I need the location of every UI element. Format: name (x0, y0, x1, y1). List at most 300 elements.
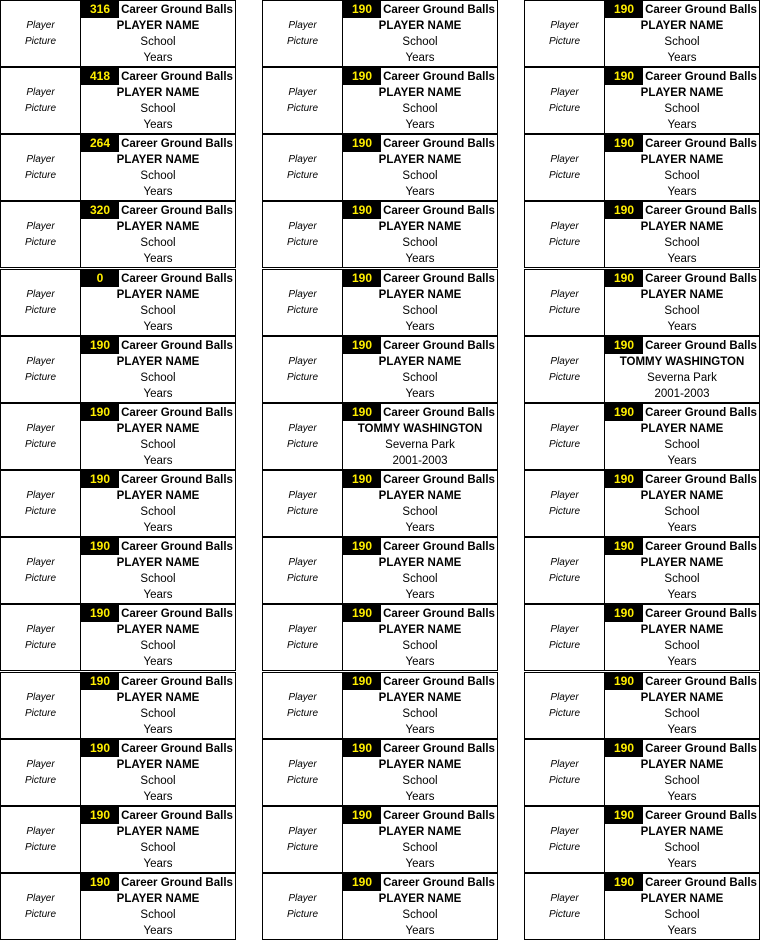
stat-row (81, 404, 235, 421)
player-card (524, 269, 760, 336)
player-school: School (664, 909, 700, 921)
player-years: Years (143, 52, 173, 64)
player-picture-placeholder (1, 202, 81, 267)
stat-row (343, 68, 497, 85)
player-school: School (402, 842, 438, 854)
stat-row (343, 807, 497, 824)
picture-label-bottom: Picture (548, 438, 581, 450)
ground-ball-count: 190 (605, 404, 643, 421)
picture-label-top: Player (288, 489, 317, 501)
stat-row (343, 270, 497, 287)
player-picture-placeholder (1, 673, 81, 738)
player-picture-placeholder (525, 605, 605, 670)
player-info (343, 404, 497, 469)
ground-ball-count: 190 (343, 673, 381, 690)
player-years: Years (143, 321, 173, 333)
player-years: Years (143, 119, 173, 131)
player-years: Years (405, 589, 435, 601)
player-years: Years (405, 119, 435, 131)
ground-ball-count: 190 (343, 471, 381, 488)
player-school: School (402, 103, 438, 115)
ground-ball-count: 190 (605, 135, 643, 152)
stat-row (605, 135, 759, 152)
player-years: Years (405, 656, 435, 668)
player-picture-placeholder (525, 538, 605, 603)
player-card (262, 537, 498, 604)
player-name: PLAYER NAME (116, 356, 200, 368)
player-school: School (402, 708, 438, 720)
picture-label-bottom: Picture (24, 102, 57, 114)
player-info (605, 538, 759, 603)
stat-label: Career Ground Balls (383, 742, 495, 755)
player-school: School (664, 640, 700, 652)
player-name: PLAYER NAME (116, 759, 200, 771)
stat-label: Career Ground Balls (645, 473, 757, 486)
card-column-3 (524, 0, 760, 943)
picture-label-top: Player (26, 556, 55, 568)
player-school: School (140, 573, 176, 585)
player-school: School (140, 170, 176, 182)
picture-label-top: Player (550, 220, 579, 232)
player-school: School (664, 506, 700, 518)
ground-ball-count: 190 (605, 202, 643, 219)
player-card (262, 0, 498, 67)
player-card (524, 739, 760, 806)
ground-ball-count: 190 (81, 337, 119, 354)
stat-label: Career Ground Balls (383, 70, 495, 83)
picture-label-bottom: Picture (286, 707, 319, 719)
ground-ball-count: 320 (81, 202, 119, 219)
player-card (262, 470, 498, 537)
player-info (81, 1, 235, 66)
player-name: PLAYER NAME (378, 490, 462, 502)
picture-label-top: Player (26, 623, 55, 635)
picture-label-bottom: Picture (548, 169, 581, 181)
player-info (343, 740, 497, 805)
player-card (0, 201, 236, 268)
player-name: PLAYER NAME (116, 20, 200, 32)
stat-row (605, 605, 759, 622)
stat-label: Career Ground Balls (383, 809, 495, 822)
player-picture-placeholder (263, 1, 343, 66)
picture-label-top: Player (26, 220, 55, 232)
stat-label: Career Ground Balls (383, 204, 495, 217)
stat-row (605, 471, 759, 488)
player-info (605, 605, 759, 670)
player-years: Years (405, 522, 435, 534)
player-school: School (402, 775, 438, 787)
ground-ball-count: 190 (81, 404, 119, 421)
player-name: PLAYER NAME (378, 87, 462, 99)
player-card (262, 873, 498, 940)
picture-label-bottom: Picture (24, 304, 57, 316)
player-years: Years (667, 455, 697, 467)
player-years: 2001-2003 (392, 455, 448, 467)
player-card (0, 134, 236, 201)
player-years: Years (405, 186, 435, 198)
stat-label: Career Ground Balls (645, 675, 757, 688)
stat-row (81, 807, 235, 824)
picture-label-bottom: Picture (286, 169, 319, 181)
player-card (262, 403, 498, 470)
player-info (81, 605, 235, 670)
player-school: School (664, 573, 700, 585)
ground-ball-count: 190 (605, 471, 643, 488)
player-years: Years (667, 119, 697, 131)
player-years: Years (143, 656, 173, 668)
player-info (81, 404, 235, 469)
picture-label-top: Player (26, 19, 55, 31)
ground-ball-count: 190 (343, 874, 381, 891)
player-years: Years (667, 253, 697, 265)
stat-label: Career Ground Balls (121, 473, 233, 486)
player-school: School (402, 36, 438, 48)
ground-ball-count: 190 (343, 135, 381, 152)
player-picture-placeholder (263, 135, 343, 200)
picture-label-top: Player (550, 153, 579, 165)
picture-label-top: Player (288, 19, 317, 31)
picture-label-top: Player (288, 758, 317, 770)
player-info (343, 337, 497, 402)
picture-label-bottom: Picture (286, 639, 319, 651)
stat-row (343, 538, 497, 555)
player-card (262, 739, 498, 806)
stat-row (605, 673, 759, 690)
stat-row (81, 673, 235, 690)
player-name: PLAYER NAME (378, 154, 462, 166)
stat-label: Career Ground Balls (121, 272, 233, 285)
player-name: PLAYER NAME (378, 624, 462, 636)
player-picture-placeholder (1, 1, 81, 66)
player-school: School (140, 640, 176, 652)
player-name: PLAYER NAME (640, 20, 724, 32)
player-card (262, 67, 498, 134)
stat-row (605, 1, 759, 18)
stat-row (605, 874, 759, 891)
picture-label-bottom: Picture (24, 639, 57, 651)
player-info (605, 202, 759, 267)
player-card (262, 672, 498, 739)
player-card (524, 806, 760, 873)
player-info (605, 1, 759, 66)
picture-label-top: Player (288, 691, 317, 703)
picture-label-bottom: Picture (24, 908, 57, 920)
player-card (0, 604, 236, 671)
player-info (605, 874, 759, 939)
player-school: School (402, 170, 438, 182)
player-card (262, 604, 498, 671)
stat-label: Career Ground Balls (383, 540, 495, 553)
picture-label-top: Player (550, 489, 579, 501)
player-years: Years (143, 388, 173, 400)
player-name: PLAYER NAME (640, 826, 724, 838)
player-name: PLAYER NAME (640, 692, 724, 704)
player-years: Years (667, 925, 697, 937)
player-school: School (140, 103, 176, 115)
player-name: PLAYER NAME (378, 759, 462, 771)
player-info (343, 673, 497, 738)
stat-label: Career Ground Balls (645, 876, 757, 889)
picture-label-top: Player (288, 422, 317, 434)
ground-ball-count: 190 (605, 270, 643, 287)
ground-ball-count: 190 (605, 538, 643, 555)
player-name: PLAYER NAME (640, 289, 724, 301)
stat-row (343, 202, 497, 219)
stat-row (343, 404, 497, 421)
player-name: PLAYER NAME (116, 692, 200, 704)
stat-label: Career Ground Balls (121, 809, 233, 822)
player-school: Severna Park (385, 439, 455, 451)
stat-row (343, 1, 497, 18)
stat-label: Career Ground Balls (645, 742, 757, 755)
picture-label-bottom: Picture (24, 438, 57, 450)
player-name: PLAYER NAME (116, 87, 200, 99)
player-school: School (140, 909, 176, 921)
stat-label: Career Ground Balls (121, 204, 233, 217)
stat-label: Career Ground Balls (645, 272, 757, 285)
player-picture-placeholder (525, 471, 605, 536)
player-info (81, 270, 235, 335)
ground-ball-count: 190 (81, 874, 119, 891)
player-picture-placeholder (525, 807, 605, 872)
ground-ball-count: 190 (605, 740, 643, 757)
player-name: PLAYER NAME (640, 624, 724, 636)
player-school: School (402, 640, 438, 652)
player-school: School (664, 103, 700, 115)
stat-row (343, 605, 497, 622)
player-years: Years (667, 656, 697, 668)
player-name: PLAYER NAME (116, 826, 200, 838)
player-picture-placeholder (1, 270, 81, 335)
player-school: School (140, 372, 176, 384)
player-school: Severna Park (647, 372, 717, 384)
player-years: Years (143, 791, 173, 803)
player-years: Years (143, 455, 173, 467)
stat-row (605, 740, 759, 757)
picture-label-bottom: Picture (24, 371, 57, 383)
stat-label: Career Ground Balls (645, 70, 757, 83)
player-school: School (664, 36, 700, 48)
player-name: PLAYER NAME (378, 826, 462, 838)
picture-label-bottom: Picture (548, 908, 581, 920)
player-school: School (140, 708, 176, 720)
picture-label-bottom: Picture (548, 371, 581, 383)
player-years: Years (143, 253, 173, 265)
player-info (81, 673, 235, 738)
picture-label-top: Player (26, 892, 55, 904)
picture-label-bottom: Picture (548, 505, 581, 517)
player-picture-placeholder (525, 1, 605, 66)
picture-label-top: Player (550, 691, 579, 703)
card-column-2 (262, 0, 498, 943)
player-info (605, 740, 759, 805)
player-card (0, 67, 236, 134)
stat-label: Career Ground Balls (645, 3, 757, 16)
player-picture-placeholder (525, 673, 605, 738)
player-info (605, 135, 759, 200)
player-picture-placeholder (1, 538, 81, 603)
player-picture-placeholder (525, 68, 605, 133)
player-school: School (140, 305, 176, 317)
player-info (81, 471, 235, 536)
picture-label-bottom: Picture (548, 102, 581, 114)
player-picture-placeholder (525, 874, 605, 939)
picture-label-bottom: Picture (548, 639, 581, 651)
player-info (343, 270, 497, 335)
stat-label: Career Ground Balls (383, 339, 495, 352)
player-years: Years (667, 791, 697, 803)
player-years: Years (143, 925, 173, 937)
picture-label-top: Player (26, 288, 55, 300)
player-picture-placeholder (1, 740, 81, 805)
player-info (81, 740, 235, 805)
stat-row (81, 538, 235, 555)
picture-label-top: Player (550, 758, 579, 770)
player-card (262, 806, 498, 873)
picture-label-top: Player (26, 825, 55, 837)
ground-ball-count: 316 (81, 1, 119, 18)
stat-label: Career Ground Balls (645, 607, 757, 620)
player-picture-placeholder (263, 874, 343, 939)
ground-ball-count: 190 (343, 202, 381, 219)
stat-row (81, 202, 235, 219)
player-picture-placeholder (263, 202, 343, 267)
player-info (81, 807, 235, 872)
player-school: School (140, 439, 176, 451)
ground-ball-count: 190 (343, 337, 381, 354)
player-card (262, 269, 498, 336)
player-school: School (664, 775, 700, 787)
player-card (524, 604, 760, 671)
player-name: PLAYER NAME (116, 289, 200, 301)
stat-label: Career Ground Balls (645, 137, 757, 150)
player-info (81, 135, 235, 200)
picture-label-top: Player (550, 86, 579, 98)
player-info (343, 874, 497, 939)
stat-row (605, 807, 759, 824)
picture-label-bottom: Picture (286, 841, 319, 853)
player-years: Years (405, 321, 435, 333)
player-years: Years (667, 589, 697, 601)
picture-label-bottom: Picture (548, 236, 581, 248)
stat-row (81, 471, 235, 488)
ground-ball-count: 190 (343, 807, 381, 824)
stat-row (605, 68, 759, 85)
stat-row (605, 404, 759, 421)
player-card (524, 672, 760, 739)
ground-ball-count: 190 (343, 605, 381, 622)
player-picture-placeholder (263, 337, 343, 402)
ground-ball-count: 190 (343, 270, 381, 287)
player-name: PLAYER NAME (378, 221, 462, 233)
stat-label: Career Ground Balls (383, 272, 495, 285)
player-picture-placeholder (525, 337, 605, 402)
stat-label: Career Ground Balls (121, 137, 233, 150)
stat-row (81, 1, 235, 18)
player-info (343, 538, 497, 603)
stat-row (81, 68, 235, 85)
card-column-1 (0, 0, 236, 943)
picture-label-top: Player (288, 355, 317, 367)
player-name: PLAYER NAME (378, 289, 462, 301)
stat-row (81, 270, 235, 287)
player-name: PLAYER NAME (378, 893, 462, 905)
player-years: Years (405, 253, 435, 265)
ground-ball-count: 0 (81, 270, 119, 287)
player-picture-placeholder (525, 404, 605, 469)
stat-row (343, 337, 497, 354)
ground-ball-count: 190 (605, 337, 643, 354)
player-name: PLAYER NAME (116, 624, 200, 636)
picture-label-top: Player (26, 489, 55, 501)
stat-row (343, 673, 497, 690)
stat-row (81, 874, 235, 891)
player-school: School (664, 439, 700, 451)
player-info (343, 135, 497, 200)
player-card (0, 470, 236, 537)
player-name: PLAYER NAME (640, 154, 724, 166)
picture-label-bottom: Picture (286, 304, 319, 316)
picture-label-bottom: Picture (24, 774, 57, 786)
player-card (524, 873, 760, 940)
player-picture-placeholder (1, 874, 81, 939)
player-years: Years (667, 321, 697, 333)
ground-ball-count: 190 (605, 807, 643, 824)
picture-label-bottom: Picture (548, 35, 581, 47)
player-card (524, 201, 760, 268)
picture-label-bottom: Picture (24, 707, 57, 719)
stat-row (81, 135, 235, 152)
player-card (0, 739, 236, 806)
ground-ball-count: 190 (605, 605, 643, 622)
picture-label-top: Player (550, 623, 579, 635)
stat-row (81, 740, 235, 757)
player-years: Years (143, 186, 173, 198)
stat-label: Career Ground Balls (383, 3, 495, 16)
stat-label: Career Ground Balls (645, 204, 757, 217)
player-name: PLAYER NAME (640, 490, 724, 502)
stat-row (343, 471, 497, 488)
picture-label-top: Player (550, 825, 579, 837)
picture-label-top: Player (288, 153, 317, 165)
player-card (0, 873, 236, 940)
player-school: School (664, 237, 700, 249)
ground-ball-count: 190 (343, 1, 381, 18)
picture-label-bottom: Picture (286, 35, 319, 47)
player-name: PLAYER NAME (116, 154, 200, 166)
player-school: School (664, 305, 700, 317)
player-info (605, 270, 759, 335)
ground-ball-count: 190 (81, 673, 119, 690)
stat-row (343, 874, 497, 891)
ground-ball-count: 264 (81, 135, 119, 152)
player-name: PLAYER NAME (378, 557, 462, 569)
picture-label-bottom: Picture (24, 236, 57, 248)
player-name: PLAYER NAME (640, 87, 724, 99)
ground-ball-count: 418 (81, 68, 119, 85)
picture-label-bottom: Picture (548, 774, 581, 786)
player-years: 2001-2003 (654, 388, 710, 400)
stat-label: Career Ground Balls (383, 137, 495, 150)
player-school: School (140, 842, 176, 854)
picture-label-top: Player (550, 556, 579, 568)
player-info (605, 404, 759, 469)
player-name: PLAYER NAME (378, 692, 462, 704)
player-picture-placeholder (525, 202, 605, 267)
picture-label-bottom: Picture (286, 102, 319, 114)
picture-label-top: Player (26, 86, 55, 98)
player-years: Years (667, 724, 697, 736)
